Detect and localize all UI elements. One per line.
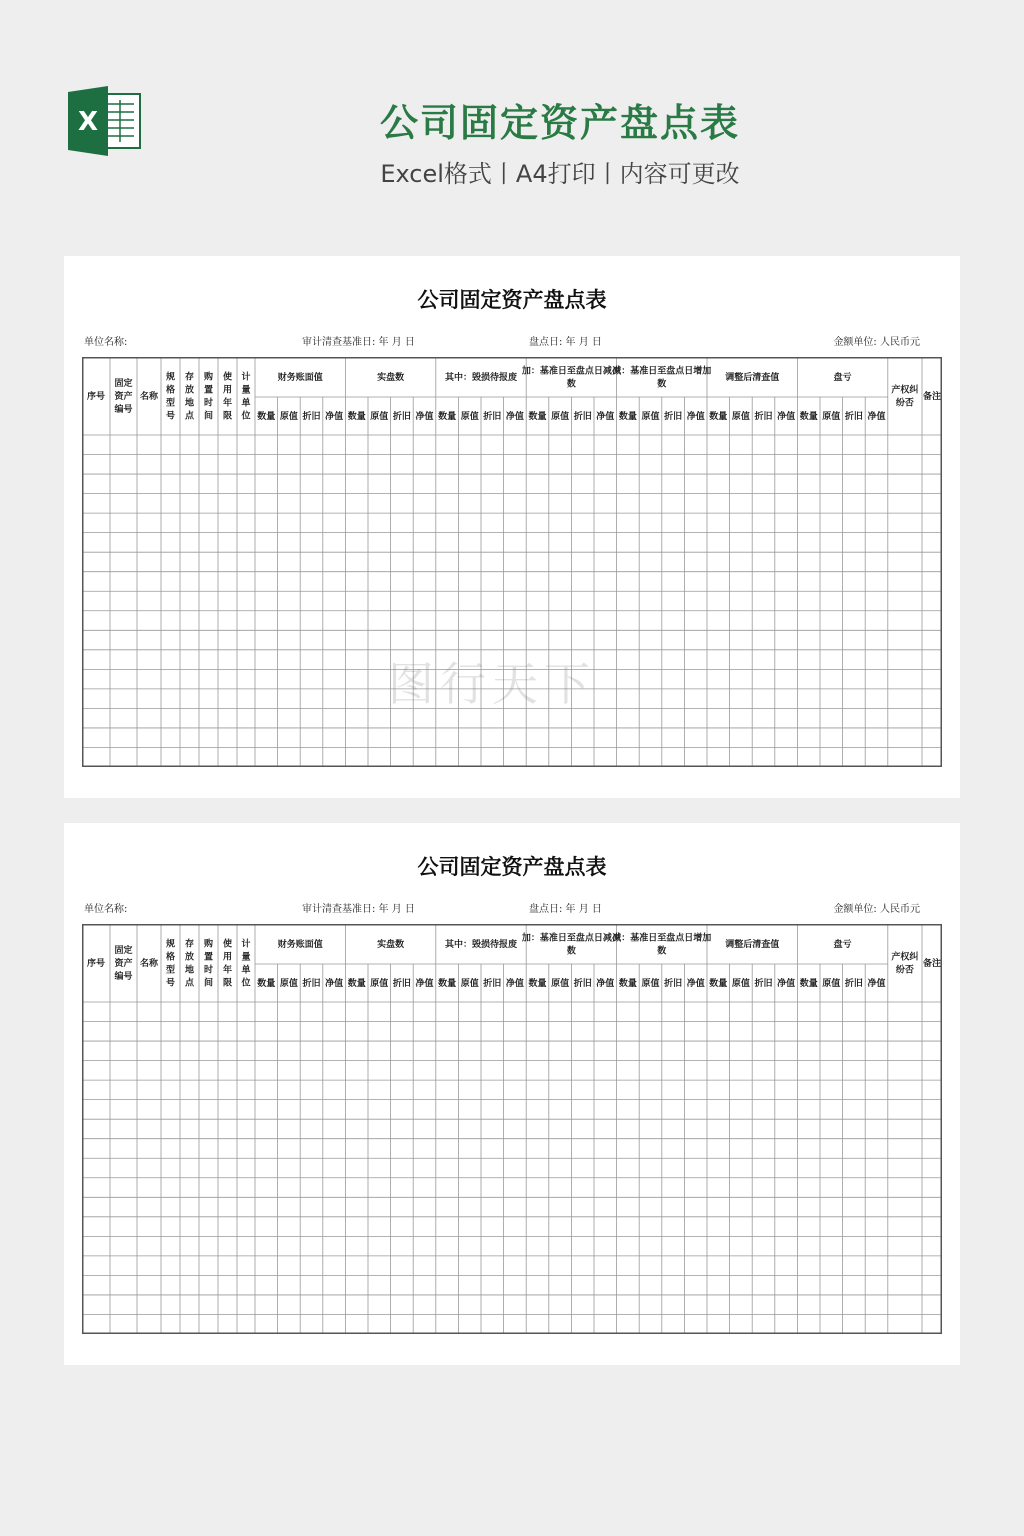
- group-header: 盘亏: [833, 940, 852, 950]
- sub-header: 原值: [460, 412, 479, 422]
- sub-header: 折旧: [754, 979, 773, 989]
- group-header: 加：基准日至盘点日减少数: [521, 933, 621, 957]
- unit-name-label: 单位名称:: [84, 904, 128, 915]
- group-header: 加：基准日至盘点日减少数: [521, 366, 621, 390]
- sub-header: 原值: [279, 979, 298, 989]
- group-header: 调整后清查值: [725, 373, 780, 383]
- audit-date-label: 审计清查基准日: 年 月 日: [302, 904, 415, 915]
- group-header: 减：基准日至盘点日增加数: [612, 366, 712, 390]
- sub-header: 净值: [867, 979, 886, 989]
- sub-header: 折旧: [844, 979, 863, 989]
- sheet-preview-2: [64, 823, 960, 1365]
- col-header: 产权纠纷否: [891, 952, 919, 976]
- col-header: 序号: [86, 392, 106, 402]
- col-header: 序号: [86, 959, 106, 969]
- col-header: 名称: [139, 959, 159, 969]
- sub-header: 净值: [325, 979, 344, 989]
- sub-header: 原值: [822, 412, 841, 422]
- sub-header: 折旧: [573, 979, 592, 989]
- group-header: 减：基准日至盘点日增加数: [612, 933, 712, 957]
- sub-header: 折旧: [844, 412, 863, 422]
- page-subtitle: Excel格式丨A4打印丨内容可更改: [380, 160, 740, 188]
- sub-header: 原值: [641, 979, 660, 989]
- sub-header: 净值: [505, 979, 524, 989]
- group-header: 其中：毁损待报废: [444, 940, 518, 950]
- sub-header: 净值: [415, 979, 434, 989]
- count-date-label: 盘点日: 年 月 日: [529, 904, 602, 915]
- sub-header: 原值: [731, 412, 750, 422]
- col-header: 备注: [922, 959, 942, 969]
- count-date-label: 盘点日: 年 月 日: [529, 337, 602, 348]
- sub-header: 净值: [686, 979, 705, 989]
- sub-header: 数量: [709, 412, 728, 422]
- sub-header: 净值: [505, 412, 524, 422]
- watermark: 图行天下: [388, 657, 596, 711]
- col-header: 购置时间: [203, 939, 214, 989]
- sub-header: 净值: [325, 412, 344, 422]
- col-header: 固定资产编号: [114, 946, 133, 982]
- col-header: 计量单位: [241, 939, 251, 989]
- sub-header: 净值: [596, 979, 615, 989]
- sub-header: 折旧: [664, 979, 683, 989]
- col-header: 备注: [922, 392, 942, 402]
- sub-header: 折旧: [483, 412, 502, 422]
- sub-header: 数量: [528, 412, 547, 422]
- asset-table: [82, 924, 942, 1334]
- group-header: 财务账面值: [277, 940, 323, 950]
- sub-header: 原值: [460, 979, 479, 989]
- sub-header: 数量: [438, 412, 457, 422]
- sub-header: 折旧: [483, 979, 502, 989]
- col-header: 购置时间: [203, 372, 214, 422]
- group-header: 盘亏: [833, 373, 852, 383]
- sub-header: 原值: [731, 979, 750, 989]
- col-header: 固定资产编号: [114, 379, 133, 415]
- money-unit-label: 金额单位: 人民币元: [833, 904, 920, 915]
- col-header: 计量单位: [241, 372, 251, 422]
- col-header: 使用年限: [222, 939, 233, 989]
- sub-header: 数量: [347, 979, 366, 989]
- sheet-title: 公司固定资产盘点表: [417, 855, 607, 879]
- col-header: 规格型号: [165, 372, 176, 422]
- sub-header: 净值: [867, 412, 886, 422]
- money-unit-label: 金额单位: 人民币元: [833, 337, 920, 348]
- sub-header: 净值: [596, 412, 615, 422]
- col-header: 名称: [139, 392, 159, 402]
- audit-date-label: 审计清查基准日: 年 月 日: [302, 337, 415, 348]
- sub-header: 数量: [618, 412, 637, 422]
- sub-header: 数量: [438, 979, 457, 989]
- sub-header: 数量: [257, 979, 276, 989]
- col-header: 存放地点: [184, 939, 195, 989]
- sub-header: 数量: [347, 412, 366, 422]
- group-header: 调整后清查值: [725, 940, 780, 950]
- sub-header: 折旧: [392, 979, 411, 989]
- sub-header: 折旧: [573, 412, 592, 422]
- sub-header: 数量: [257, 412, 276, 422]
- sub-header: 原值: [641, 412, 660, 422]
- page-header: [0, 0, 1024, 230]
- group-header: 财务账面值: [277, 373, 323, 383]
- sub-header: 净值: [777, 979, 796, 989]
- sub-header: 数量: [618, 979, 637, 989]
- group-header: 其中：毁损待报废: [444, 373, 518, 383]
- group-header: 实盘数: [377, 940, 405, 950]
- sub-header: 原值: [822, 979, 841, 989]
- sub-header: 原值: [279, 412, 298, 422]
- group-header: 实盘数: [377, 373, 405, 383]
- sub-header: 净值: [415, 412, 434, 422]
- asset-table: [82, 357, 942, 767]
- sub-header: 数量: [528, 979, 547, 989]
- sub-header: 原值: [551, 412, 570, 422]
- sub-header: 折旧: [754, 412, 773, 422]
- unit-name-label: 单位名称:: [84, 337, 128, 348]
- sub-header: 原值: [370, 979, 389, 989]
- sub-header: 折旧: [302, 979, 321, 989]
- sub-header: 数量: [709, 979, 728, 989]
- col-header: 规格型号: [165, 939, 176, 989]
- sub-header: 原值: [370, 412, 389, 422]
- excel-icon: [68, 86, 142, 156]
- sub-header: 折旧: [302, 412, 321, 422]
- col-header: 使用年限: [222, 372, 233, 422]
- sub-header: 净值: [777, 412, 796, 422]
- sub-header: 折旧: [392, 412, 411, 422]
- sub-header: 数量: [799, 979, 818, 989]
- sub-header: 原值: [551, 979, 570, 989]
- sub-header: 折旧: [664, 412, 683, 422]
- col-header: 存放地点: [184, 372, 195, 422]
- page-title: 公司固定资产盘点表: [379, 101, 740, 145]
- sub-header: 净值: [686, 412, 705, 422]
- sheet-title: 公司固定资产盘点表: [417, 288, 607, 312]
- logo-letter: X: [77, 107, 99, 137]
- sub-header: 数量: [799, 412, 818, 422]
- col-header: 产权纠纷否: [891, 385, 919, 409]
- sheet-preview-1: [64, 256, 960, 798]
